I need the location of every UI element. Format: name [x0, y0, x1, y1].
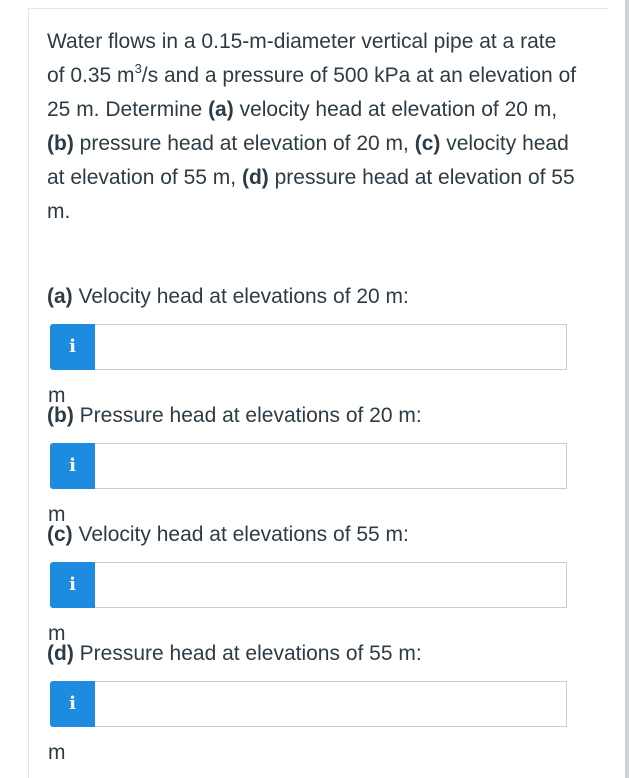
part-a-answer-input[interactable] — [95, 324, 567, 370]
info-icon[interactable]: i — [50, 443, 95, 489]
part-a-label: (a) Velocity head at elevations of 20 m: — [47, 285, 409, 308]
part-a — [47, 282, 577, 408]
part-d-answer-row — [47, 681, 568, 727]
info-icon[interactable]: i — [50, 324, 95, 370]
left-divider — [28, 8, 29, 778]
part-c-answer-input[interactable] — [95, 562, 567, 608]
part-d-answer-input[interactable] — [95, 681, 567, 727]
part-b-answer-row — [47, 443, 568, 489]
part-b-unit: m — [48, 503, 66, 526]
part-d-label: (d) Pressure head at elevations of 55 m: — [47, 642, 422, 665]
scrollbar[interactable] — [625, 0, 629, 778]
part-b — [47, 401, 577, 527]
part-a-answer-row — [47, 324, 568, 370]
top-divider — [28, 8, 608, 9]
part-c-label: (c) Velocity head at elevations of 55 m: — [47, 523, 409, 546]
question-text: Water flows in a 0.15-m-diameter vertical pipe at a rate of 0.35 $m^3/s$ and a pressure of 500 kPa at an elevation of 25 m. Determine (a) velocity head at elevation of 20 m, (b) pressure head at elevation of 20 m, (c) velocity head at elevation of 55 m, (d) pressure head at elevation of 55 m. — [47, 30, 577, 223]
part-d — [47, 639, 577, 765]
part-c-unit: m — [48, 622, 66, 645]
part-b-label: (b) Pressure head at elevations of 20 m: — [47, 404, 422, 427]
info-icon[interactable]: i — [50, 681, 95, 727]
part-d-unit: m — [48, 741, 66, 764]
part-c-answer-row — [47, 562, 568, 608]
part-c — [47, 520, 577, 646]
part-a-unit: m — [48, 384, 66, 407]
part-b-answer-input[interactable] — [95, 443, 567, 489]
info-icon[interactable]: i — [50, 562, 95, 608]
